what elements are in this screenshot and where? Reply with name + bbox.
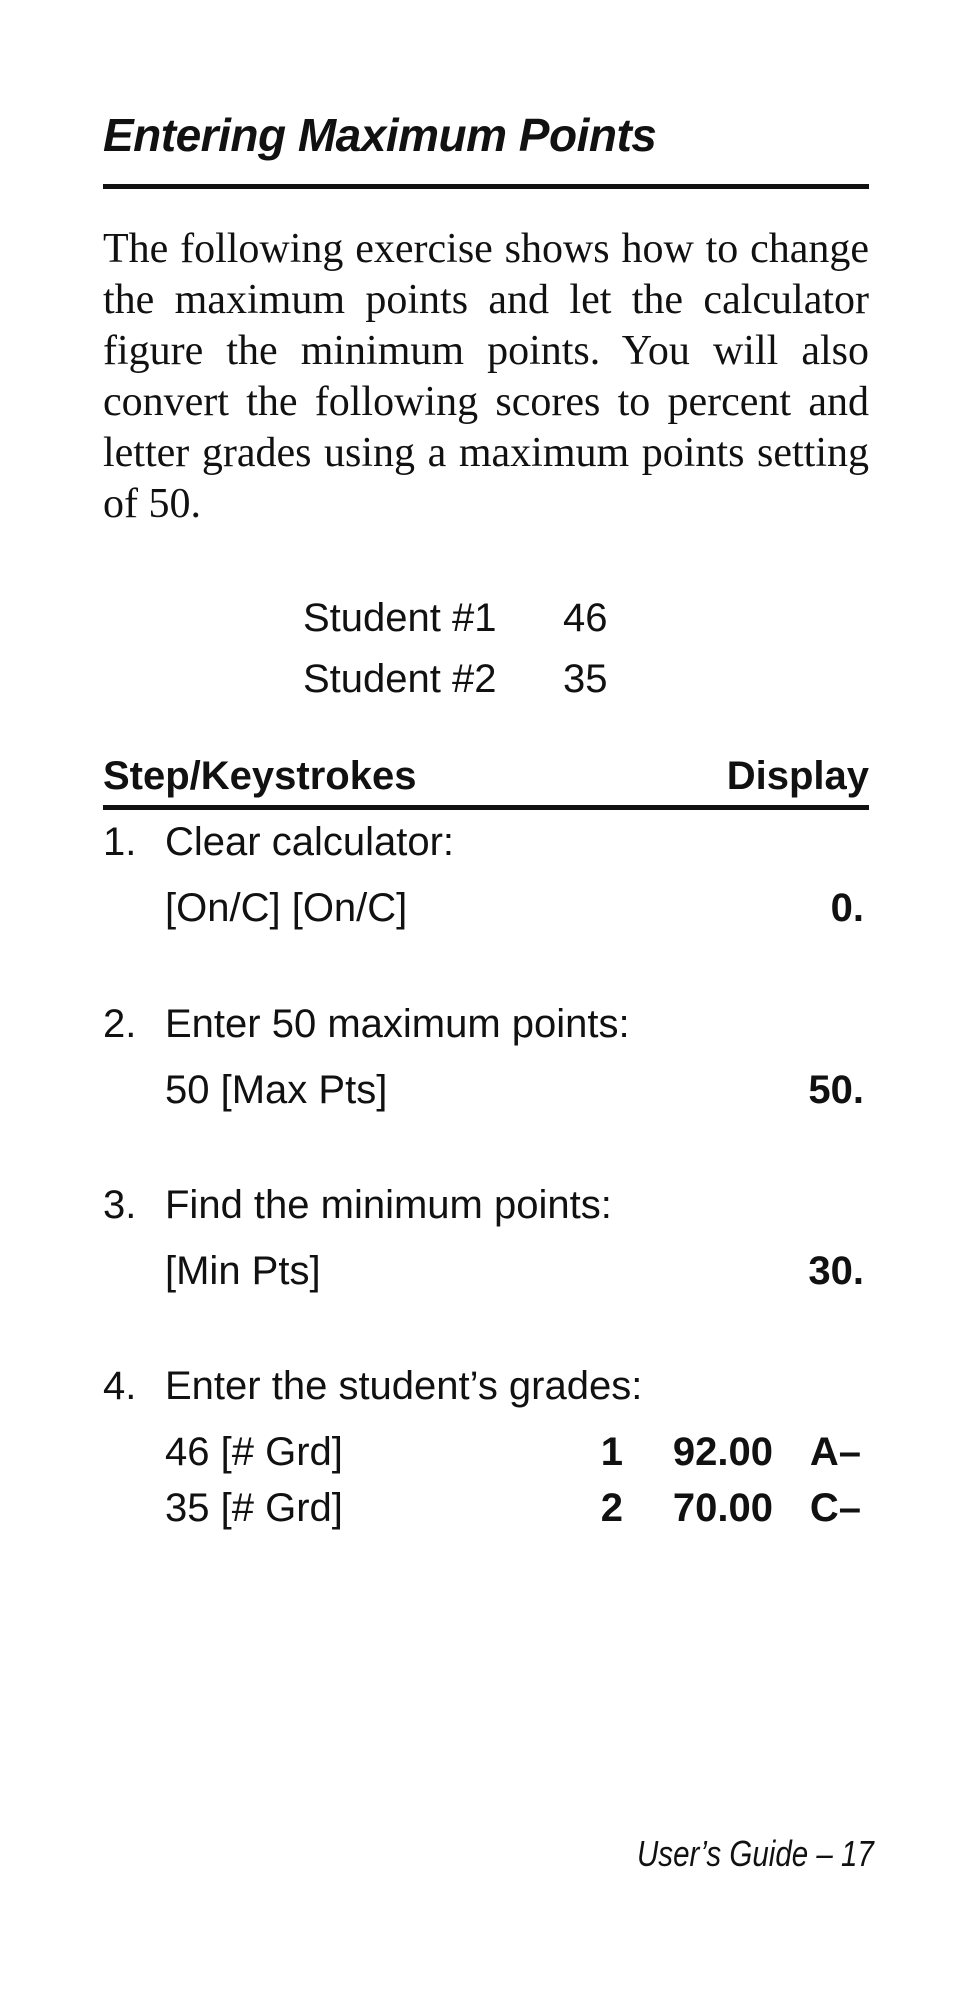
student-score: 35 bbox=[563, 657, 608, 701]
step-text: Clear calculator: bbox=[165, 820, 455, 864]
step-display: 0. bbox=[830, 886, 864, 930]
grade-letter: C– bbox=[809, 1486, 861, 1530]
grade-display bbox=[583, 1480, 869, 1536]
step-keystrokes: 50 [Max Pts] bbox=[165, 1068, 388, 1112]
section-title: Entering Maximum Points bbox=[103, 109, 657, 161]
header-display: Display bbox=[726, 754, 869, 798]
grade-percent: 70.00 bbox=[672, 1486, 773, 1530]
page-footer: User’s Guide – 17 bbox=[637, 1833, 874, 1874]
step-1 bbox=[103, 814, 869, 936]
grade-letter: A– bbox=[809, 1430, 861, 1474]
table-header bbox=[103, 748, 869, 804]
student-row bbox=[303, 588, 608, 649]
step-display: 50. bbox=[808, 1068, 864, 1112]
step-number: 2. bbox=[103, 1002, 137, 1046]
header-divider bbox=[103, 805, 869, 810]
step-3 bbox=[103, 1177, 869, 1299]
step-2 bbox=[103, 996, 869, 1118]
grade-display bbox=[583, 1424, 869, 1480]
header-step-keystrokes: Step/Keystrokes bbox=[103, 754, 417, 798]
step-number: 1. bbox=[103, 820, 137, 864]
student-row bbox=[303, 649, 608, 710]
grade-percent: 92.00 bbox=[672, 1430, 773, 1474]
student-scores bbox=[303, 588, 608, 710]
grade-student-number: 2 bbox=[600, 1486, 623, 1530]
step-display: 30. bbox=[808, 1249, 864, 1293]
step-text: Enter the student’s grades: bbox=[165, 1364, 643, 1408]
title-divider bbox=[103, 184, 869, 189]
step-number: 4. bbox=[103, 1364, 137, 1408]
step-4 bbox=[103, 1358, 869, 1536]
step-keystrokes: [On/C] [On/C] bbox=[165, 886, 408, 930]
student-name: Student #2 bbox=[303, 657, 497, 701]
step-text: Enter 50 maximum points: bbox=[165, 1002, 630, 1046]
intro-paragraph: The following exercise shows how to change the maximum points and let the calculator figure the minimum points. You will also convert the following scores to percent and letter grades using a maximum points setting of 50. bbox=[103, 226, 869, 527]
student-name: Student #1 bbox=[303, 596, 497, 640]
student-score: 46 bbox=[563, 596, 608, 640]
step-keystrokes: 35 [# Grd] bbox=[165, 1486, 343, 1530]
step-keystrokes: [Min Pts] bbox=[165, 1249, 321, 1293]
step-text: Find the minimum points: bbox=[165, 1183, 612, 1227]
step-number: 3. bbox=[103, 1183, 137, 1227]
grade-student-number: 1 bbox=[600, 1430, 623, 1474]
step-keystrokes: 46 [# Grd] bbox=[165, 1430, 343, 1474]
